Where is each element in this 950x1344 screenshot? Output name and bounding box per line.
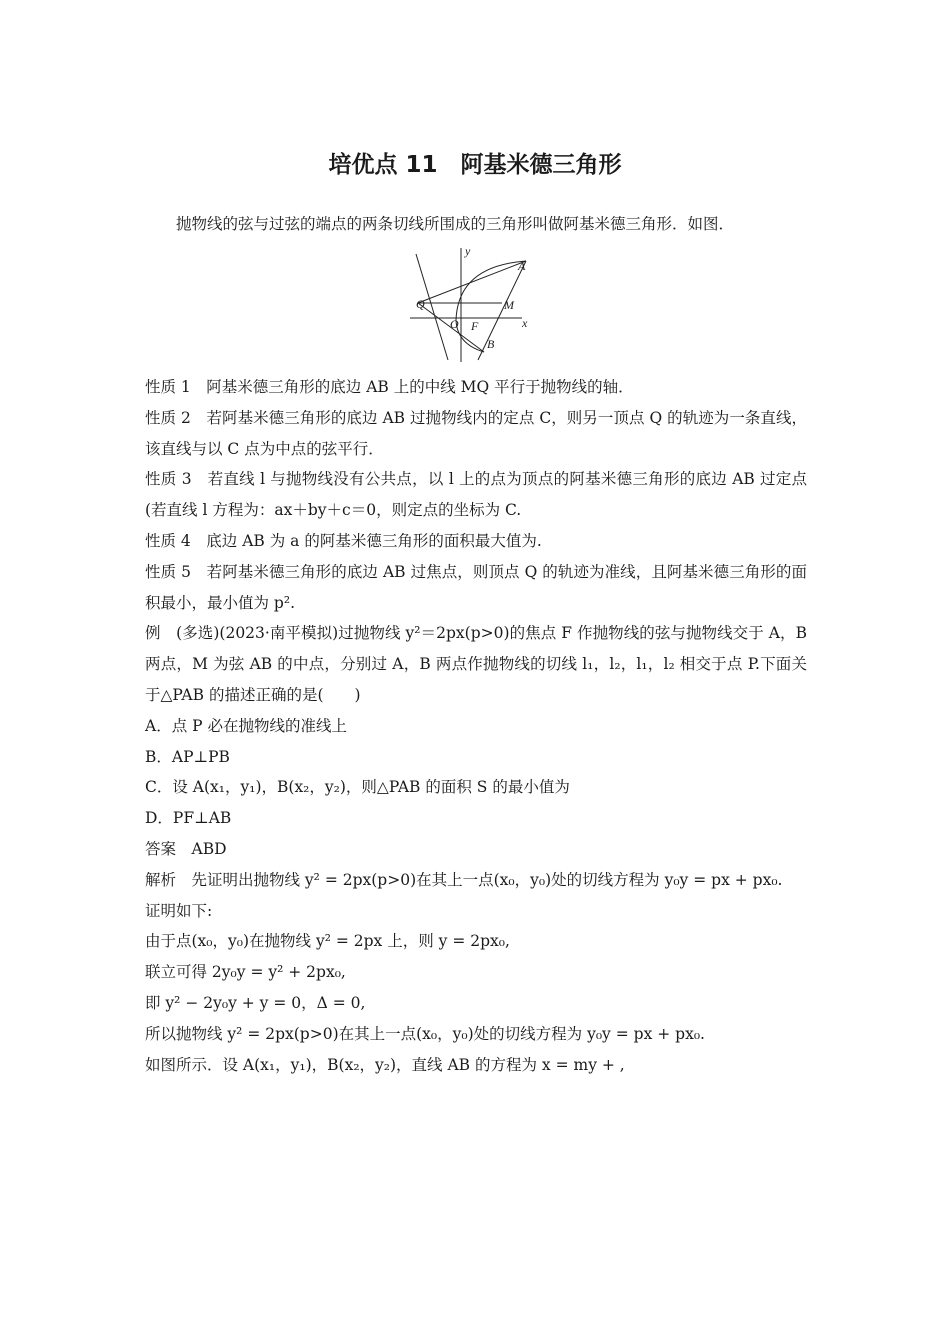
property-4: 性质 4 底边 AB 为 a 的阿基米德三角形的面积最大值为. — [145, 531, 542, 550]
example-question: 例 (多选)(2023·南平模拟)过抛物线 y²＝2px(p>0)的焦点 F 作抛物线的弦与抛物线交于 A，B 两点，M 为弦 AB 的中点，分别过 A，B 两点作抛物线的切线 l₁，l₂，l₁，l₂ 相交于点 P.下面关于△PAB 的描述正确的是( ) — [145, 624, 807, 704]
label-m: M — [504, 298, 514, 312]
chord-ab — [478, 261, 526, 360]
proof-step-1: 由于点(x₀，y₀)在抛物线 y² = 2px 上，则 y = 2px₀, — [145, 932, 510, 951]
tangent-line-qa — [418, 261, 526, 303]
label-f: F — [471, 319, 479, 333]
archimedes-triangle-figure — [404, 244, 544, 366]
label-a: A — [518, 259, 526, 273]
content-body — [145, 372, 807, 1080]
page-title: 培优点 11 阿基米德三角形 — [328, 152, 622, 178]
option-a: A．点 P 必在抛物线的准线上 — [145, 716, 347, 735]
property-2: 性质 2 若阿基米德三角形的底边 AB 过抛物线内的定点 C，则另一顶点 Q 的轨迹为一条直线，该直线与以 C 点为中点的弦平行． — [145, 408, 807, 458]
answer-line: 答案 ABD — [145, 839, 227, 858]
analysis-line: 解析 先证明出抛物线 y² = 2px(p>0)在其上一点(x₀，y₀)处的切线方程为 y₀y = px + px₀. — [145, 870, 783, 889]
label-y: y — [465, 244, 471, 258]
option-d: D．PF⊥AB — [145, 809, 232, 828]
property-5: 性质 5 若阿基米德三角形的底边 AB 过焦点，则顶点 Q 的轨迹为准线，且阿基米德三角形的面积最小，最小值为 p². — [145, 562, 807, 612]
label-q: Q — [416, 297, 425, 311]
label-o: O — [450, 317, 459, 331]
property-1: 性质 1 阿基米德三角形的底边 AB 上的中线 MQ 平行于抛物线的轴． — [145, 378, 634, 396]
option-c: C．设 A(x₁，y₁)，B(x₂，y₂)，则△PAB 的面积 S 的最小值为 — [145, 778, 570, 797]
proof-step-2: 联立可得 2y₀y = y² + 2px₀, — [145, 963, 346, 982]
intro-paragraph: 抛物线的弦与过弦的端点的两条切线所围成的三角形叫做阿基米德三角形．如图． — [176, 215, 735, 233]
label-b: B — [487, 337, 495, 351]
option-b: B．AP⊥PB — [145, 747, 230, 766]
property-3: 性质 3 若直线 l 与抛物线没有公共点，以 l 上的点为顶点的阿基米德三角形的底边 AB 过定点(若直线 l 方程为：ax＋by＋c＝0，则定点的坐标为 C. — [145, 470, 807, 520]
proof-step-3: 即 y² − 2y₀y + y = 0，Δ = 0, — [145, 993, 366, 1012]
proof-conclusion: 所以抛物线 y² = 2px(p>0)在其上一点(x₀，y₀)处的切线方程为 y₀y = px + px₀. — [145, 1024, 705, 1043]
proof-intro: 证明如下: — [145, 901, 213, 920]
setup-line: 如图所示．设 A(x₁，y₁)，B(x₂，y₂)，直线 AB 的方程为 x = my + , — [145, 1055, 625, 1074]
label-x: x — [522, 316, 528, 330]
